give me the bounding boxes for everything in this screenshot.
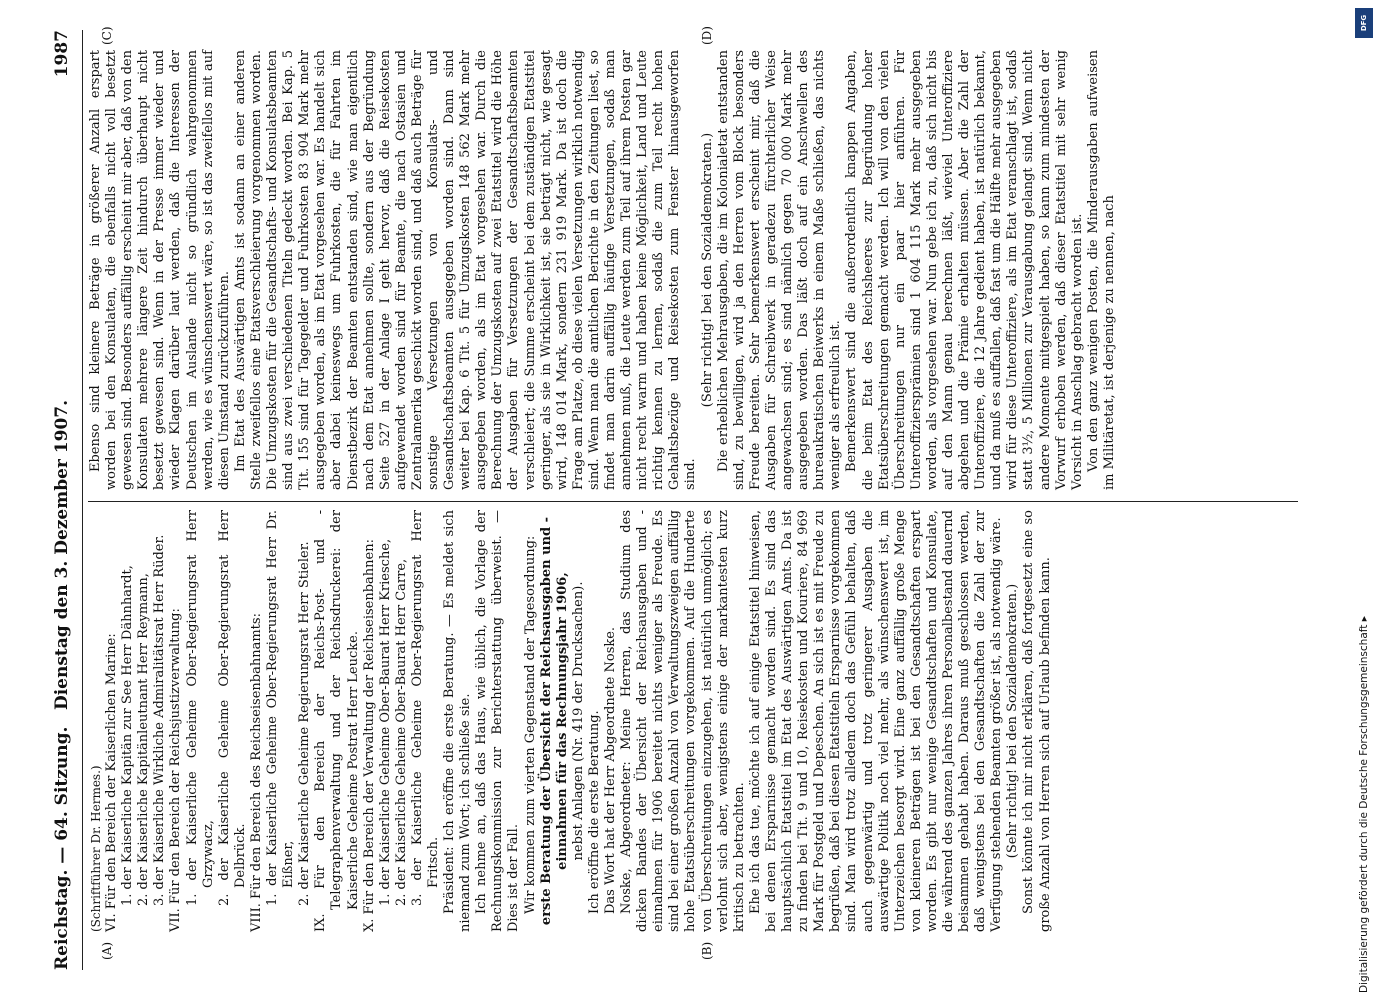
paragraph: 1. der Kaiserliche Geheime Ober-Regierungsrat Herr Grzywacz, <box>184 510 216 906</box>
left-column <box>88 510 1054 932</box>
margin-letter-d: (D) <box>700 26 714 45</box>
paragraph: Die erheblichen Mehrausgaben, die im Kolonialetat entstanden sind, zu bewilligen, wird ja den Herren vom Block besonders Freude bereiten. Sehr bemerkenswert erscheint mir, daß die Ausgaben für Schreibwerk in geradezu fürchterlicher Weise angewachsen sind; es sind nämlich gegen 70 000 Mark mehr ausgegeben worden. Das läßt doch auf ein Anschwellen des bureaukratischen Beiwerks in einem Maße schließen, das nichts weniger als erfreulich ist. <box>715 50 844 490</box>
paragraph: Im Etat des Auswärtigen Amts ist sodann an einer anderen Stelle zweifellos eine Etatsverschleierung vorgenommen worden. Die Umzugskosten für die Gesandtschafts- und Konsulatsbeamten sind aus zwei verschiedenen Titeln gedeckt worden. Bei Kap. 5 Tit. 155 sind für Tagegelder und Fuhrkosten 83 904 Mark mehr ausgegeben worden, als im Etat vorgesehen war. Es handelt sich aber dabei keineswegs um Fuhrkosten, die für Fahrten im Dienstbezirk der Beamten entstanden sind, wie man eigentlich nach dem Etat annehmen sollte, sondern aus der Begründung Seite 527 in der Anlage I geht hervor, daß die Reisekosten aufgewendet worden sind für Beamte, die nach Ostasien und Zentralamerika geschickt worden sind, und daß auch Beträge für sonstige Versetzungen von Konsulats- und Gesandtschaftsbeamten ausgegeben worden sind. Dann sind weiter bei Kap. 6 Tit. 5 für Umzugskosten 148 562 Mark mehr ausgegeben worden, als im Etat vorgesehen war. Durch die Berechnung der Umzugskosten auf zwei Etatstitel wird die Höhe der Ausgaben für Versetzungen der Gesandtschaftsbeamten verschleiert; die Summe erscheint bei dem zuständigen Etatstitel geringer, als sie in Wirklichkeit ist, sie beträgt nicht, wie gesagt wird, 148 014 Mark, sondern 231 919 Mark. Da ist doch die Frage am Platze, ob diese vielen Versetzungen wirklich notwendig sind. Wenn man die amtlichen Berichte in den Zeitungen liest, so findet man darin auffällig häufige Versetzungen, sodaß man annehmen muß, die Leute werden zum Teil auf ihrem Posten gar nicht recht warm und haben keine Möglichkeit, Land und Leute richtig kennen zu lernen, sodaß die zum Teil recht hohen Gehaltsbezüge und Reisekosten zum Fenster hinausgeworfen sind. <box>232 50 699 490</box>
paragraph: 2. der Kaiserliche Geheime Regierungsrat Herr Stieler. <box>297 541 313 906</box>
right-column <box>88 50 1118 490</box>
paragraph: Ich nehme an, daß das Haus, wie üblich, die Vorlage der Rechnungskommission zur Berichterstattung überweist. — Dies ist der Fall. <box>474 510 522 932</box>
credit-text: Digitalisierung gefördert durch die Deutsche Forschungsgemeinschaft ▸ <box>1358 616 1370 993</box>
paragraph: Das Wort hat der Herr Abgeordnete Noske. <box>603 626 618 914</box>
paragraph: Wir kommen zum vierten Gegenstand der Tagesordnung: <box>522 535 538 914</box>
paragraph: 1. der Kaiserliche Geheime Ober-Baurat Herr Kriesche, <box>377 538 393 906</box>
margin-letter-b: (B) <box>700 941 714 960</box>
paragraph: 2. der Kaiserliche Geheime Ober-Regierungsrat Herr Delbrück. <box>216 510 248 906</box>
paragraph: 1. der Kaiserliche Geheime Ober-Regierungsrat Herr Dr. Eißner, <box>265 510 297 906</box>
paragraph: IX. Für den Bereich der Reichs-Post- und -Telegraphenverwaltung und der Reichsdruckerei: der Kaiserliche Geheime Postrat Herr Leucke. <box>313 510 361 932</box>
paragraph: Ehe ich das tue, möchte ich auf einige Etatstitel hinweisen, bei denen Ersparnisse gemacht worden sind. Es sind das hauptsächlich Etatstitel im Etat des Auswärtigen Amts. Da ist zu finden bei Tit. 9 und 10, Reisekosten und Kouriere, 84 969 Mark für Postgeld und Depeschen. An sich ist es mit Freude zu begrüßen, daß bei diesen Etatstiteln Ersparnisse vorgekommen sind. Man wird trotz alledem doch das Gefühl behalten, daß auch gegenwärtig und trotz geringerer Ausgaben die auswärtige Politik noch viel mehr, als wünschenswert ist, im Unterzeichen besorgt wird. Eine ganz auffällig große Menge von kleineren Beträgen ist bei den Gesandtschaften erspart worden. Es gibt nur wenige Gesandtschaften und Konsulate, die während des ganzen Jahres ihren Personalbestand dauernd beisammen gehabt haben. Daraus muß geschlossen werden, daß wenigstens bei den Gesandtschaften die Zahl der zur Verfügung stehenden Beamten größer ist, als notwendig wäre. <box>747 510 1005 932</box>
paragraph: Von den ganz wenigen Posten, die Minderausgaben aufweisen im Militäretat, ist derjenige zu nennen, nach <box>1085 50 1117 490</box>
page-number: 1987 <box>52 30 72 78</box>
paragraph: X. Für den Bereich der Verwaltung der Reichseisenbahnen: <box>361 539 377 932</box>
paragraph: 1. der Kaiserliche Kapitän zur See Herr Dähnhardt, <box>120 565 136 906</box>
paragraph: (Schriftführer Dr. Hermes.) <box>89 765 103 932</box>
margin-letter-a: (A) <box>100 941 114 960</box>
paragraph: Ich eröffne die erste Beratung. <box>586 710 602 914</box>
paragraph: nebst Anlagen (Nr. 419 der Drucksachen). <box>570 581 586 861</box>
paragraph: VII. Für den Bereich der Reichsjustizverwaltung: <box>168 608 184 932</box>
paragraph: Sonst könnte ich mir nicht erklären, daß fortgesetzt eine so große Anzahl von Herren sich auf Urlaub befinden kann. <box>1021 510 1053 932</box>
header-rule <box>82 30 83 970</box>
header-left: Reichstag. — 64. Sitzung. <box>52 726 72 970</box>
paragraph: (Sehr richtig! bei den Sozialdemokraten.) <box>1005 583 1021 859</box>
paragraph: 2. der Kaiserliche Kapitänleutnant Herr Reymann, <box>136 573 152 906</box>
paragraph: VI. Für den Bereich der Kaiserlichen Marine: <box>104 633 120 932</box>
column-separator <box>88 501 1298 502</box>
paragraph: Noske, Abgeordneter: Meine Herren, das Studium des dicken Bandes der Übersicht der Reichsausgaben und -einnahmen für 1906 bereitet nichts weniger als Freude. Es sind bei einer großen Anzahl von Verwaltungszweigen auffällig hohe Etatsüberschreitungen vorgekommen. Auf die Hunderte von Überschreitungen einzugehen, ist natürlich unmöglich; es verlohnt sich aber, wenigstens einige der markantesten kurz kritisch zu betrachten. <box>619 510 747 932</box>
paragraph: 2. der Kaiserliche Geheime Ober-Baurat Herr Carre, <box>393 558 409 906</box>
paragraph: Bemerkenswert sind die außerordentlich knappen Angaben, die beim Etat des Reichsheeres zur Begründung hoher Etatsüberschreitungen gemacht werden. Ich will von den vielen Überschreitungen nur ein paar hier anführen. Für Unteroffiziersprämien sind 1 604 115 Mark mehr ausgegeben worden, als vorgesehen war. Nun gebe ich zu, daß sich nicht bis auf den Mann genau berechnen läßt, wieviel Unteroffiziere abgehen und die Prämie erhalten müssen. Aber die Zahl der Unteroffiziere, die 12 Jahre gedient haben, ist natürlich bekannt, und da muß es auffallen, daß fast um die Hälfte mehr ausgegeben wird für diese Unteroffiziere, als im Etat veranschlagt ist, sodaß statt 3½, 5 Millionen zur Verausgabung gelangt sind. Wenn nicht andere Momente mitgespielt haben, so kann zum mindesten der Vorwurf erhoben werden, daß dieser Etatstitel mit sehr wenig Vorsicht in Anschlag gebracht worden ist. <box>844 50 1085 490</box>
paragraph: (Sehr richtig! bei den Sozialdemokraten.) <box>699 132 715 408</box>
margin-letter-c: (C) <box>100 26 114 45</box>
digitization-credit <box>1353 8 1375 993</box>
paragraph: Ebenso sind kleinere Beträge in größerer Anzahl erspart worden bei den Konsulaten, die ebenfalls nicht voll besetzt gewesen sind. Besonders auffällig erscheint mir aber, daß von den Konsulaten mehrere längere Zeit hindurch überhaupt nicht besetzt gewesen sind. Wenn in der Presse immer wieder und wieder Klagen darüber laut werden, daß die Interessen der Deutschen im Auslande nicht so gründlich wahrgenommen werden, wie es wünschenswert wäre, so ist das zweifellos mit auf diesen Umstand zurückzuführen. <box>88 50 232 490</box>
paragraph: erste Beratung der Übersicht der Reichsausgaben und -einnahmen für das Rechnungsjahr 1906, <box>538 516 570 926</box>
dfg-logo-text: DFG <box>1360 14 1368 32</box>
dfg-logo <box>1355 8 1373 38</box>
paragraph: 3. der Kaiserliche Wirkliche Admiralitätsrat Herr Rüder. <box>152 534 168 906</box>
page-header <box>52 30 78 970</box>
paragraph: Präsident: Ich eröffne die erste Beratung. — Es meldet sich niemand zum Wort; ich schließe sie. <box>442 510 474 932</box>
paragraph: 3. der Kaiserliche Geheime Ober-Regierungsrat Herr Fritsch. <box>409 510 441 906</box>
header-date: Dienstag den 3. Dezember 1907. <box>52 399 72 711</box>
paragraph: VIII. Für den Bereich des Reichseisenbahnamts: <box>248 613 264 932</box>
